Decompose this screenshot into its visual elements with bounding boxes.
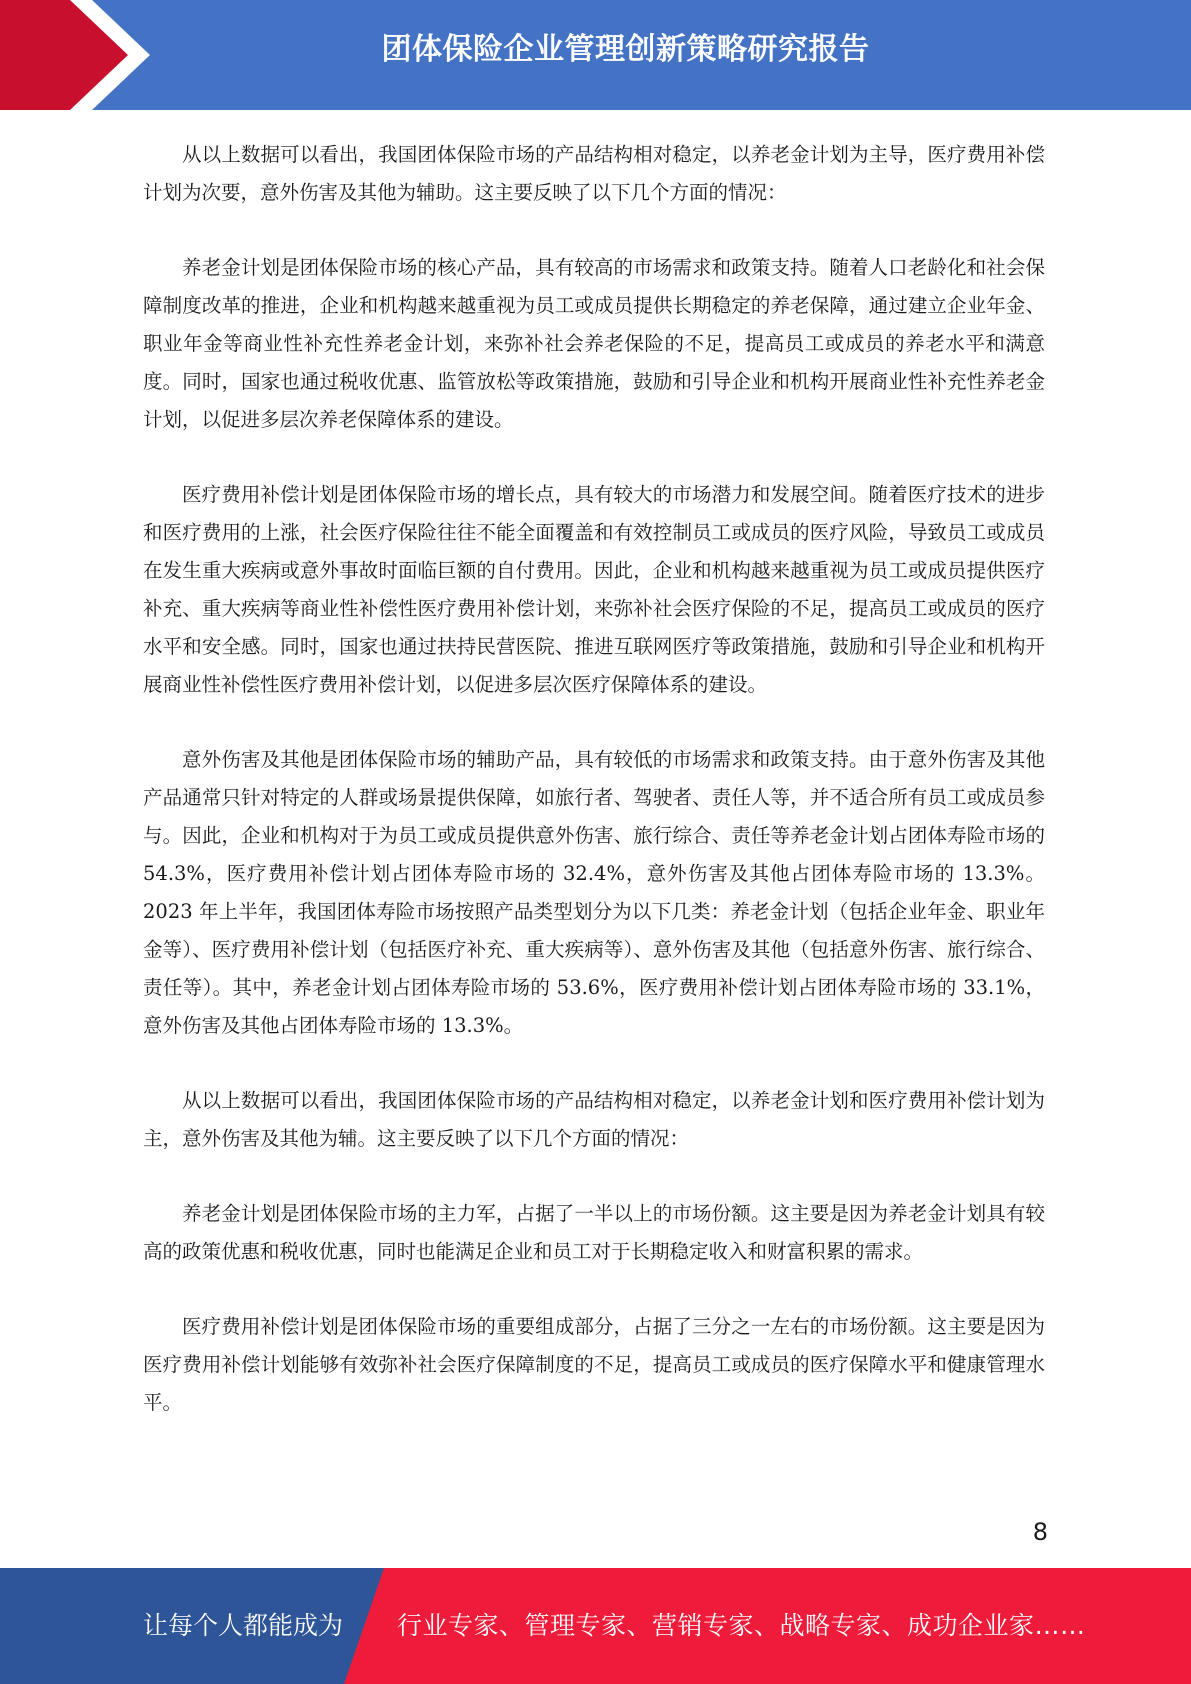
paragraph: 养老金计划是团体保险市场的主力军，占据了一半以上的市场份额。这主要是因为养老金计划具有较高的政策优惠和税收优惠，同时也能满足企业和员工对于长期稳定收入和财富积累的需求。 [143,1202,1045,1263]
paragraph: 养老金计划是团体保险市场的核心产品，具有较高的市场需求和政策支持。随着人口老龄化和社会保障制度改革的推进，企业和机构越来越重视为员工或成员提供长期稳定的养老保障，通过建立企业年金、职业年金等商业性补充性养老金计划，来弥补社会养老保险的不足，提高员工或成员的养老水平和满意度。同时，国家也通过税收优惠、监管放松等政策措施，鼓励和引导企业和机构开展商业性补充性养老金计划，以促进多层次养老保障体系的建设。 [143,256,1045,431]
page-header [0,0,1191,110]
paragraph: 医疗费用补偿计划是团体保险市场的增长点，具有较大的市场潜力和发展空间。随着医疗技术的进步和医疗费用的上涨，社会医疗保险往往不能全面覆盖和有效控制员工或成员的医疗风险，导致员工或成员在发生重大疾病或意外事故时面临巨额的自付费用。因此，企业和机构越来越重视为员工或成员提供医疗补充、重大疾病等商业性补偿性医疗费用补偿计划，来弥补社会医疗保险的不足，提高员工或成员的医疗水平和安全感。同时，国家也通过扶持民营医院、推进互联网医疗等政策措施，鼓励和引导企业和机构开展商业性补偿性医疗费用补偿计划，以促进多层次医疗保障体系的建设。 [143,483,1045,696]
report-title: 团体保险企业管理创新策略研究报告 [381,32,870,67]
paragraph: 从以上数据可以看出，我国团体保险市场的产品结构相对稳定，以养老金计划和医疗费用补偿计划为主，意外伤害及其他为辅。这主要反映了以下几个方面的情况： [143,1089,1045,1150]
paragraph: 从以上数据可以看出，我国团体保险市场的产品结构相对稳定，以养老金计划为主导，医疗费用补偿计划为次要，意外伤害及其他为辅助。这主要反映了以下几个方面的情况： [143,143,1045,204]
footer-slogan-left: 让每个人都能成为 [143,1611,344,1640]
page-number: 8 [1032,1518,1048,1546]
footer-slogan-right: 行业专家、管理专家、营销专家、战略专家、成功企业家…… [397,1611,1086,1640]
paragraph: 医疗费用补偿计划是团体保险市场的重要组成部分，占据了三分之一左右的市场份额。这主要是因为医疗费用补偿计划能够有效弥补社会医疗保障制度的不足，提高员工或成员的医疗保障水平和健康管理水平。 [143,1315,1045,1414]
paragraph: 意外伤害及其他是团体保险市场的辅助产品，具有较低的市场需求和政策支持。由于意外伤害及其他产品通常只针对特定的人群或场景提供保障，如旅行者、驾驶者、责任人等，并不适合所有员工或成员参与。因此，企业和机构对于为员工或成员提供意外伤害、旅行综合、责任等养老金计划占团体寿险市场的 54.3%，医疗费用补偿计划占团体寿险市场的 32.4%，意外伤害及其他占团体寿险市场的 13.3%。2023 年上半年，我国团体寿险市场按照产品类型划分为以下几类：养老金计划（包括企业年金、职业年金等）、医疗费用补偿计划（包括医疗补充、重大疾病等）、意外伤害及其他（包括意外伤害、旅行综合、责任等）。其中，养老金计划占团体寿险市场的 53.6%，医疗费用补偿计划占团体寿险市场的 33.1%，意外伤害及其他占团体寿险市场的 13.3%。 [143,748,1045,1037]
page-footer [0,1568,1191,1684]
document-body [143,136,1045,1459]
